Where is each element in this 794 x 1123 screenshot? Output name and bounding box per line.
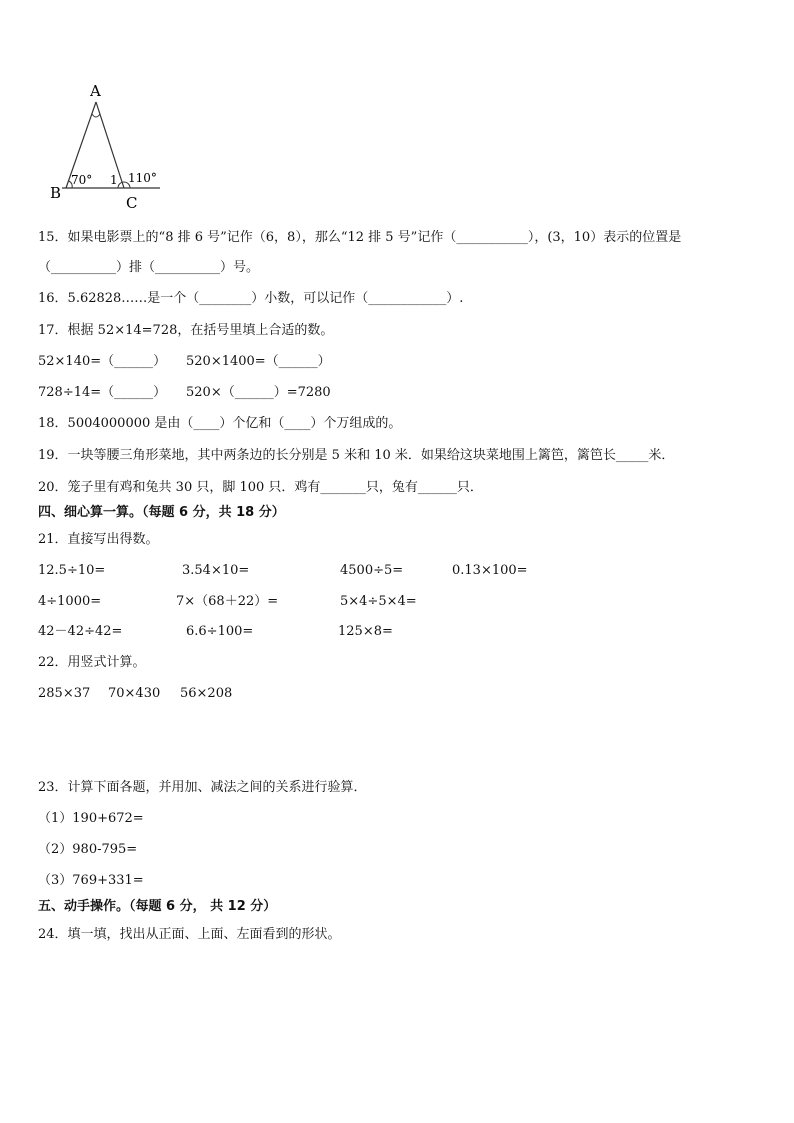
q21-item: 4÷1000= [38, 594, 102, 609]
q21-item: 42－42÷42= [38, 624, 123, 639]
angle-1-label: 1 [110, 173, 118, 187]
q19-text: 19．一块等腰三角形菜地，其中两条边的长分别是 5 米和 10 米．如果给这块菜地围上篱笆，篱笆长_____米． [38, 448, 675, 463]
q23-item: （3）769+331= [38, 873, 144, 888]
q22-item: 285×37 [38, 686, 91, 701]
q21-item: 7×（68＋22）= [176, 594, 279, 609]
angle-a-arc [92, 114, 100, 117]
angle-b-label: 70° [71, 173, 93, 187]
q16-text: 16．5.62828……是一个（________）小数，可以记作（____________）. [38, 291, 464, 306]
q23-item: （2）980-795= [38, 842, 138, 857]
section-5-heading: 五、动手操作。（每题 6 分， 共 12 分） [38, 899, 277, 914]
q20-text: 20．笼子里有鸡和兔共 30 只，脚 100 只．鸡有_______只，兔有______只． [38, 480, 483, 495]
q15-line2: （__________）排（__________）号。 [38, 260, 260, 275]
q23-item: （1）190+672= [38, 811, 144, 826]
q17-item: 728÷14=（______） [38, 385, 167, 400]
q17-item: 520×（______）=7280 [186, 385, 331, 400]
q21-item: 4500÷5= [340, 563, 404, 578]
q21-item: 12.5÷10= [38, 563, 106, 578]
q17-item: 520×1400=（______） [186, 354, 331, 369]
q21-item: 125×8= [338, 624, 393, 639]
q22-item: 56×208 [180, 686, 233, 701]
q15-line1: 15．如果电影票上的“8 排 6 号”记作（6，8），那么“12 排 5 号”记作（___________），(3，10）表示的位置是 [38, 230, 682, 245]
q21-item: 3.54×10= [182, 563, 250, 578]
q24-text: 24．填一填，找出从正面、上面、左面看到的形状。 [38, 927, 341, 942]
angle-ext-label: 110° [128, 171, 157, 185]
q18-text: 18．5004000000 是由（____）个亿和（____）个万组成的。 [38, 416, 402, 431]
q21-item: 5×4÷5×4= [340, 594, 417, 609]
triangle-figure [40, 78, 240, 218]
label-b: B [50, 184, 62, 202]
q17-item: 52×140=（______） [38, 354, 167, 369]
label-c: C [126, 194, 138, 212]
q21-title: 21．直接写出得数。 [38, 532, 159, 547]
q23-title: 23．计算下面各题，并用加、减法之间的关系进行验算． [38, 780, 367, 795]
q21-item: 6.6÷100= [186, 624, 254, 639]
section-4-heading: 四、细心算一算。（每题 6 分，共 18 分） [38, 505, 285, 520]
q22-item: 70×430 [108, 686, 161, 701]
q22-title: 22．用竖式计算。 [38, 655, 146, 670]
q17-title: 17．根据 52×14=728，在括号里填上合适的数。 [38, 323, 334, 338]
label-a: A [90, 82, 101, 100]
q21-item: 0.13×100= [452, 563, 528, 578]
